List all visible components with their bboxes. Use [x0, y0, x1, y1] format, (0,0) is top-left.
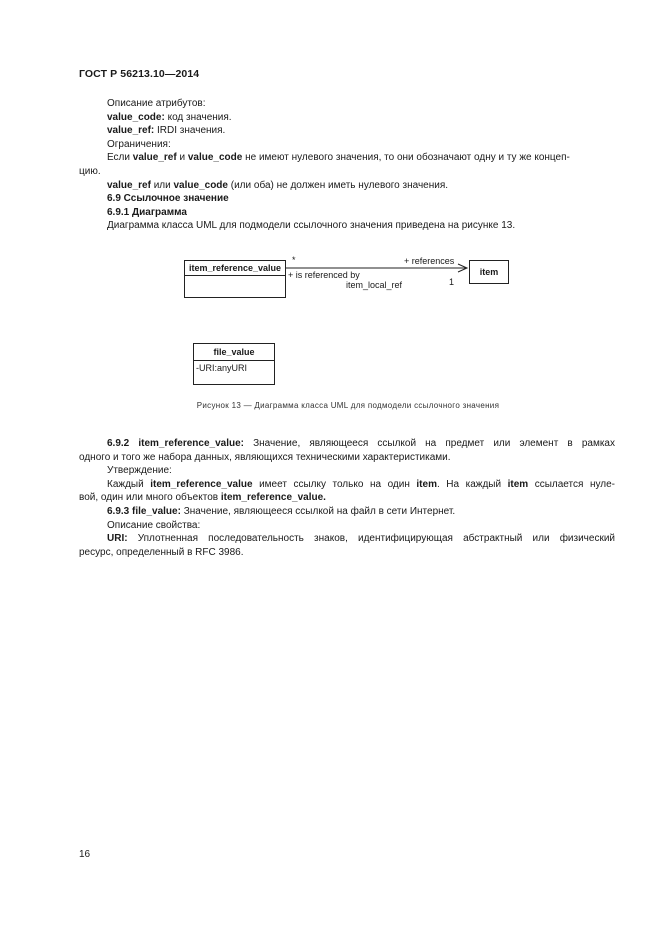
multiplicity-one: 1 — [449, 277, 455, 287]
multiplicity-many: * — [292, 255, 296, 265]
value-code-desc: код значения. — [164, 111, 232, 123]
assertion-term-a: item_reference_value — [150, 478, 253, 490]
uri-text-a: Уплотненная последовательность знаков, идентифицирующая абстрактный или физический — [127, 533, 615, 545]
document-header: ГОСТ Р 56213.10—2014 — [79, 68, 200, 80]
constraint-1-text-d: цию. — [79, 165, 101, 177]
section-6-9-3-heading: 6.9.3 file_value: — [107, 505, 181, 517]
constraint-1-term-b: value_code — [187, 152, 243, 164]
section-6-9-2-text-a: Значение, являющееся ссылкой на предмет или элемент в рамках — [243, 438, 615, 449]
section-6-9-2-line-2: одного и того же набора данных, являющихся техническими характеристиками. — [79, 451, 451, 463]
section-6-9-2-line-1 — [79, 437, 615, 451]
assertion-heading: Утверждение: — [107, 465, 172, 477]
constraint-1-text-a: Если — [107, 152, 133, 164]
class-file-value — [193, 343, 275, 385]
attributes-block — [79, 97, 615, 233]
value-ref-term: value_ref: — [107, 125, 155, 137]
constraint-2 — [79, 179, 615, 193]
figure-caption: Рисунок 13 — Диаграмма класса UML для подмодели ссылочного значения — [196, 401, 500, 410]
value-ref-line — [79, 124, 615, 138]
assertion-term-d: item_reference_value. — [220, 492, 326, 504]
assertion-text-d: ссылается нуле- — [528, 478, 615, 490]
value-code-term: value_code: — [107, 111, 165, 123]
uri-line-1 — [79, 532, 615, 546]
class-item-reference-value-title: item_reference_value — [185, 261, 285, 276]
class-file-value-title: file_value — [194, 344, 274, 361]
definitions-block — [79, 437, 615, 559]
section-heading-6-9: 6.9 Ссылочное значение — [107, 193, 229, 205]
constraint-2-term-b: value_code — [173, 179, 228, 191]
class-item-reference-value — [184, 260, 286, 298]
assertion-text-c: . На каждый — [436, 478, 508, 490]
assertion-line-2 — [79, 491, 615, 505]
constraint-1-text-c: не имеют нулевого значения, то они обозначают одну и ту же концеп- — [242, 152, 570, 164]
constraints-heading: Ограничения: — [107, 138, 171, 150]
section-6-9-3-text: Значение, являющееся ссылкой на файл в сети Интернет. — [180, 505, 456, 517]
constraint-1-text-b: и — [176, 152, 188, 164]
file-value-attribute: -URI:anyURI — [196, 363, 248, 373]
uri-term: URI: — [107, 533, 128, 545]
association-name: item_local_ref — [346, 280, 403, 290]
assertion-text-e: вой, один или много объектов — [79, 492, 221, 504]
class-item-title: item — [479, 267, 499, 277]
role-references: + references — [404, 256, 455, 266]
association-arrowhead — [458, 264, 467, 272]
value-ref-desc: IRDI значения. — [154, 125, 226, 137]
role-is-referenced-by: + is referenced by — [288, 270, 360, 280]
assertion-line-1 — [79, 478, 615, 492]
assertion-term-b: item — [416, 478, 437, 490]
value-code-line — [79, 111, 615, 125]
section-heading-6-9-1: 6.9.1 Диаграмма — [107, 206, 187, 218]
attributes-heading: Описание атрибутов: — [107, 98, 206, 109]
assertion-term-c: item — [507, 478, 529, 490]
class-item — [469, 260, 509, 284]
page-number: 16 — [79, 849, 91, 860]
section-6-9-2-heading: 6.9.2 item_reference_value: — [107, 438, 244, 449]
section-6-9-3-line — [79, 505, 615, 519]
constraint-1-term-a: value_ref — [132, 152, 177, 164]
assertion-text-b: имеет ссылку только на один — [252, 478, 417, 490]
constraint-2-term-a: value_ref — [107, 179, 151, 191]
constraint-2-text-b: (или оба) не должен иметь нулевого значения. — [227, 179, 449, 191]
property-heading: Описание свойства: — [107, 519, 201, 531]
assertion-text-a: Каждый — [107, 478, 151, 490]
constraint-1 — [79, 151, 615, 178]
diagram-intro: Диаграмма класса UML для подмодели ссылочного значения приведена на рисунке 13. — [107, 220, 516, 232]
constraint-2-text-a: или — [150, 179, 174, 191]
uri-line-2: ресурс, определенный в RFC 3986. — [79, 546, 244, 558]
